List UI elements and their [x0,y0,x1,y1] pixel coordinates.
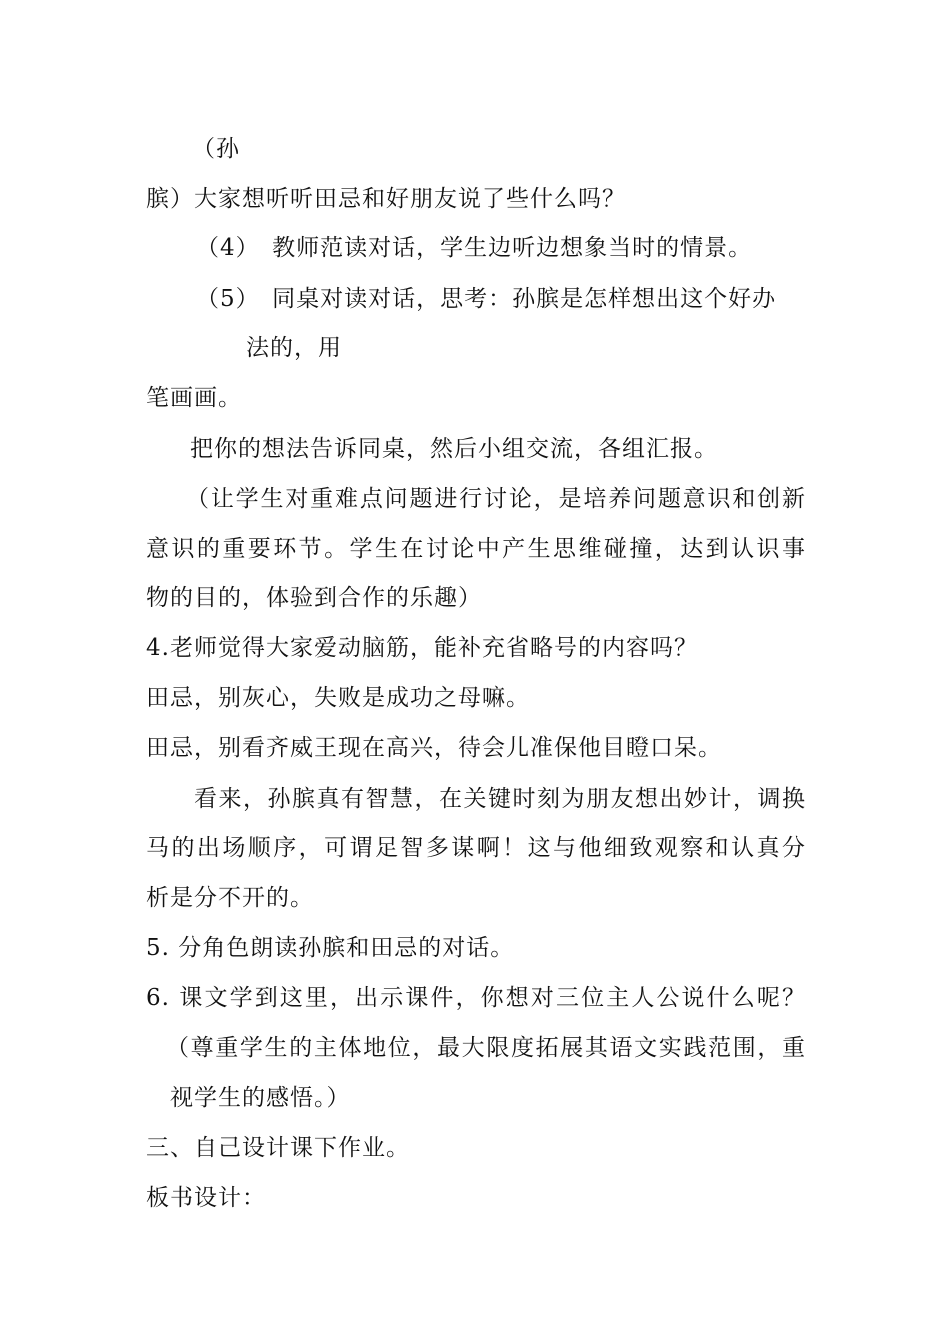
text-line: （让学生对重难点问题进行讨论，是培养问题意识和创新 [186,486,806,512]
text-line: 田忌，别灰心，失败是成功之母嘛。 [146,685,530,711]
text-line: 田忌，别看齐威王现在高兴，待会儿准保他目瞪口呆。 [146,735,722,761]
text-line: 析是分不开的。 [146,885,314,911]
text-line: 物的目的，体验到合作的乐趣） [146,585,482,611]
text-line: 马的出场顺序，可谓足智多谋啊！这与他细致观察和认真分 [146,835,806,861]
text-line: 看来，孙膑真有智慧，在关键时刻为朋友想出妙计，调换 [194,786,806,812]
text-line: 把你的想法告诉同桌，然后小组交流，各组汇报。 [190,436,718,462]
text-line: （尊重学生的主体地位，最大限度拓展其语文实践范围，重 [166,1035,806,1061]
text-line: 4.老师觉得大家爱动脑筋，能补充省略号的内容吗？ [146,635,698,661]
text-line: 意识的重要环节。学生在讨论中产生思维碰撞，达到认识事 [146,536,806,562]
text-line: 6. 课文学到这里，出示课件，你想对三位主人公说什么呢？ [146,985,806,1011]
text-line: 笔画画。 [146,385,242,411]
text-line: 视学生的感悟。） [170,1085,351,1111]
text-line: （5） 同桌对读对话，思考：孙膑是怎样想出这个好办 [196,286,777,312]
text-line: 法的，用 [246,335,342,361]
text-line: （孙 [192,136,240,162]
text-line: 5. 分角色朗读孙膑和田忌的对话。 [146,935,515,961]
text-line: （4） 教师范读对话，学生边听边想象当时的情景。 [196,235,753,261]
text-line: 板书设计： [146,1185,266,1211]
text-line: 三、自己设计课下作业。 [146,1135,410,1161]
text-line: 膑）大家想听听田忌和好朋友说了些什么吗？ [146,186,626,212]
